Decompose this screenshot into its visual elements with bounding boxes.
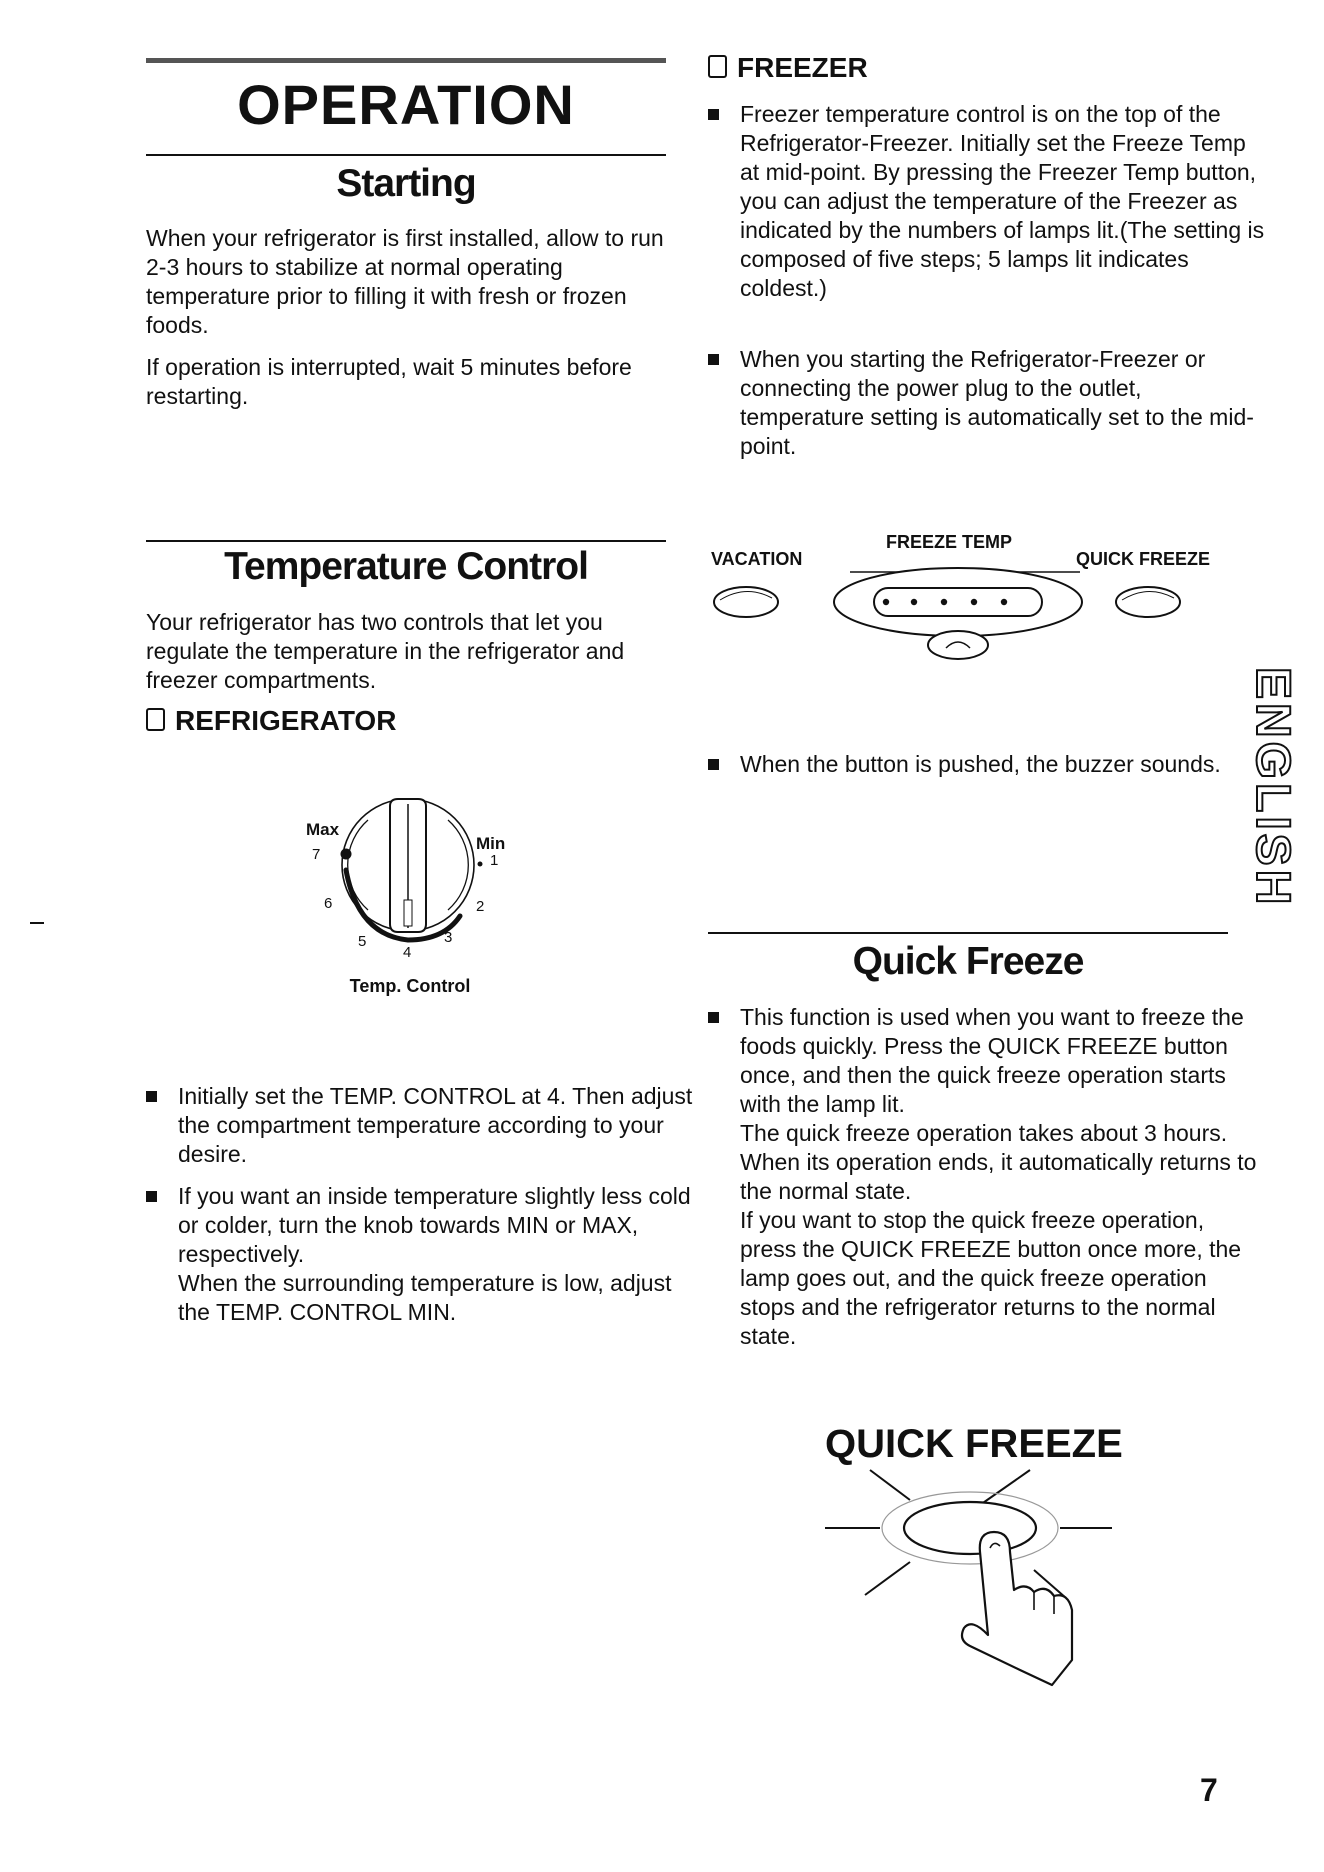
lamp-4-icon bbox=[971, 599, 977, 605]
vacation-label: VACATION bbox=[711, 549, 803, 569]
dial-min-dot bbox=[478, 862, 483, 867]
freeze-temp-button-icon bbox=[834, 568, 1082, 636]
quick-freeze-bullet: This function is used when you want to freeze the foods quickly. Press the QUICK FREEZE button once, and then the quick freeze operation starts with the lamp lit. The quick freeze operation takes about 3 hours. When its operation ends, it automatically returns to the normal state. If you want to stop the quick freeze operation, press the QUICK FREEZE button once more, the lamp goes out, and the quick freeze operation stops and the refrigerator returns to the normal state. bbox=[708, 1003, 1260, 1351]
starting-paragraph-1: When your refrigerator is first installed, allow to run 2-3 hours to stabilize at normal operating temperature prior to filling it with fresh or frozen foods. bbox=[146, 225, 664, 338]
freezer-control-panel bbox=[700, 560, 1220, 670]
freezer-bullet-3: When the button is pushed, the buzzer sounds. bbox=[708, 750, 1240, 779]
buzzer-button-icon bbox=[928, 631, 988, 659]
quick-freeze-rule bbox=[708, 932, 1228, 934]
starting-paragraph-2: If operation is interrupted, wait 5 minutes before restarting. bbox=[146, 354, 632, 409]
light-ray bbox=[865, 1562, 910, 1595]
quick-freeze-hand-illustration bbox=[820, 1460, 1120, 1690]
lamp-1-icon bbox=[883, 599, 889, 605]
title-top-rule bbox=[146, 58, 666, 63]
checkbox-square-icon bbox=[146, 708, 165, 731]
vacation-button-icon bbox=[714, 587, 778, 617]
dial-number-3: 3 bbox=[444, 929, 453, 946]
pointing-hand-icon bbox=[962, 1532, 1072, 1685]
lamp-3-icon bbox=[941, 599, 947, 605]
page-number: 7 bbox=[1200, 1772, 1218, 1808]
dial-number-1: 1 bbox=[490, 852, 499, 869]
dial-max-dot bbox=[341, 849, 352, 860]
temperature-control-intro: Your refrigerator has two controls that let you regulate the temperature in the refrigerator and freezer compartments. bbox=[146, 609, 625, 693]
quick-freeze-heading: Quick Freeze bbox=[852, 940, 1084, 983]
refrigerator-bullet-1: Initially set the TEMP. CONTROL at 4. Then adjust the compartment temperature according to your desire. bbox=[146, 1082, 698, 1169]
page-title: OPERATION bbox=[237, 73, 575, 136]
dial-pointer-mark bbox=[404, 900, 412, 926]
light-ray bbox=[870, 1470, 910, 1500]
dial-max-label: Max bbox=[306, 820, 340, 839]
temperature-control-heading: Temperature Control bbox=[224, 545, 588, 588]
dial-number-7: 7 bbox=[312, 846, 321, 863]
temp-control-dial bbox=[290, 790, 530, 960]
freezer-bullet-2: When you starting the Refrigerator-Freezer or connecting the power plug to the outlet, temperature setting is automatically set to the mid-point. bbox=[708, 345, 1270, 461]
dial-number-2: 2 bbox=[476, 898, 485, 915]
quick-freeze-button-icon bbox=[1116, 587, 1180, 617]
refrigerator-heading: REFRIGERATOR bbox=[146, 705, 396, 737]
margin-tick bbox=[30, 922, 44, 924]
checkbox-square-icon bbox=[708, 55, 727, 78]
lamp-2-icon bbox=[911, 599, 917, 605]
starting-heading: Starting bbox=[336, 162, 476, 205]
dial-number-6: 6 bbox=[324, 895, 333, 912]
dial-caption: Temp. Control bbox=[349, 976, 471, 996]
language-side-tab: ENGLISH bbox=[1246, 667, 1299, 909]
quick-freeze-illustration-label: QUICK FREEZE bbox=[825, 1422, 1123, 1466]
title-bottom-rule bbox=[146, 154, 666, 156]
quick-freeze-button-outline bbox=[904, 1502, 1036, 1554]
temperature-control-rule bbox=[146, 540, 666, 542]
freezer-heading: FREEZER bbox=[708, 52, 868, 84]
dial-min-label: Min bbox=[476, 834, 506, 853]
dial-number-5: 5 bbox=[358, 933, 367, 950]
dial-number-4: 4 bbox=[403, 944, 412, 961]
lamp-5-icon bbox=[1001, 599, 1007, 605]
quick-freeze-panel-label: QUICK FREEZE bbox=[1076, 549, 1211, 569]
freezer-bullet-1: Freezer temperature control is on the top of the Refrigerator-Freezer. Initially set the Freeze Temp at mid-point. By pressing the Freezer Temp button, you can adjust the temperature of the Freezer as indicated by the numbers of lamps lit.(The setting is composed of five steps; 5 lamps lit indicates coldest.) bbox=[708, 100, 1270, 303]
freeze-temp-label: FREEZE TEMP bbox=[886, 532, 1013, 552]
refrigerator-bullet-2: If you want an inside temperature slightly less cold or colder, turn the knob towards MIN or MAX, respectively. When the surrounding temperature is low, adjust the TEMP. CONTROL MIN. bbox=[146, 1182, 698, 1327]
light-ray bbox=[980, 1470, 1030, 1505]
